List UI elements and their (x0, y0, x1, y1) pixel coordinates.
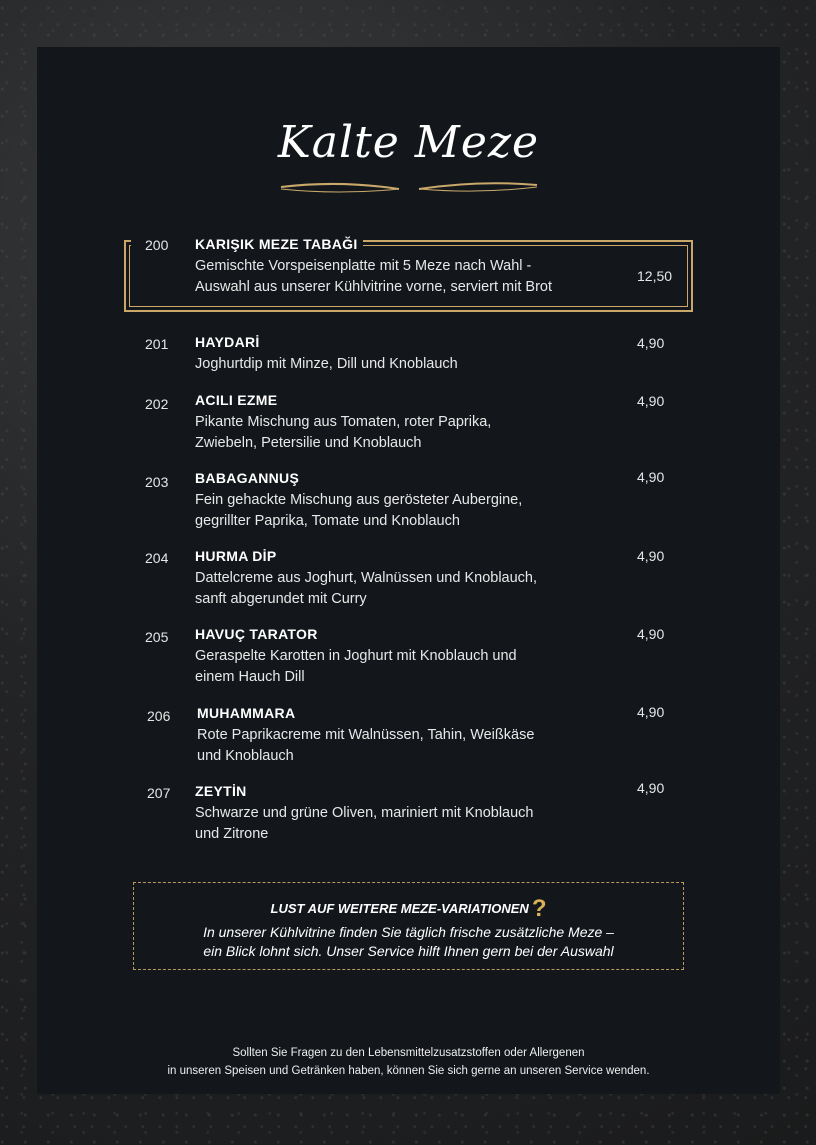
item-price: 4,90 (637, 393, 665, 409)
item-number: 207 (147, 785, 171, 801)
item-description-line1: Dattelcreme aus Joghurt, Walnüssen und Knoblauch, (195, 570, 538, 586)
item-name: ACILI EZME (195, 392, 278, 408)
item-name: MUHAMMARA (197, 705, 296, 721)
item-name: HAVUÇ TARATOR (195, 626, 318, 642)
item-price: 4,90 (637, 780, 665, 796)
item-number: 201 (145, 336, 169, 352)
item-number: 203 (145, 474, 169, 490)
item-description-line1: Schwarze und grüne Oliven, mariniert mit Knoblauch (195, 805, 534, 821)
footer-line2: in unseren Speisen und Getränken haben, können Sie sich gerne an unseren Service wenden. (167, 1065, 650, 1077)
item-description-line2: und Zitrone (195, 826, 269, 842)
item-price: 4,90 (637, 335, 665, 351)
item-number: 206 (147, 708, 171, 724)
info-heading-text: LUST AUF WEITERE MEZE-VARIATIONEN (270, 901, 529, 916)
page-title: Kalte Meze (277, 117, 540, 168)
item-description-line2: Zwiebeln, Petersilie und Knoblauch (195, 435, 422, 451)
info-heading (134, 895, 683, 923)
item-description-line1: Joghurtdip mit Minze, Dill und Knoblauch (195, 356, 458, 372)
info-text (134, 923, 683, 961)
item-price: 4,90 (637, 469, 665, 485)
item-price: 4,90 (637, 626, 665, 642)
item-name: KARIŞIK MEZE TABAĞI (195, 236, 358, 252)
item-price: 12,50 (637, 268, 673, 284)
item-name: ZEYTİN (195, 783, 247, 799)
info-line1: In unserer Kühlvitrine finden Sie täglich frische zusätzliche Meze – (203, 924, 614, 940)
item-number: 204 (145, 550, 169, 566)
item-description-line1: Rote Paprikacreme mit Walnüssen, Tahin, Weißkäse (197, 727, 535, 743)
gold-swoosh-ornament (279, 177, 539, 195)
info-box (133, 882, 684, 970)
allergen-footer (37, 1044, 780, 1080)
item-name: HURMA DİP (195, 548, 277, 564)
item-description-line1: Geraspelte Karotten in Joghurt mit Knoblauch und (195, 648, 517, 664)
item-price: 4,90 (637, 548, 665, 564)
question-mark-icon: ? (531, 895, 547, 922)
item-number: 202 (145, 396, 169, 412)
info-line2: ein Blick lohnt sich. Unser Service hilft Ihnen gern bei der Auswahl (203, 943, 614, 959)
item-name: HAYDARİ (195, 334, 260, 350)
item-description-line2: Auswahl aus unserer Kühlvitrine vorne, serviert mit Brot (195, 279, 553, 295)
item-number: 205 (145, 629, 169, 645)
item-description-line2: einem Hauch Dill (195, 669, 305, 685)
item-description-line1: Gemischte Vorspeisenplatte mit 5 Meze nach Wahl - (195, 258, 532, 274)
item-number: 200 (145, 237, 169, 253)
item-price: 4,90 (637, 704, 665, 720)
item-description-line1: Fein gehackte Mischung aus gerösteter Aubergine, (195, 492, 523, 508)
item-description-line2: sanft abgerundet mit Curry (195, 591, 367, 607)
item-description-line2: und Knoblauch (197, 748, 294, 764)
item-description-line2: gegrillter Paprika, Tomate und Knoblauch (195, 513, 460, 529)
menu-card (37, 47, 780, 1094)
item-name: BABAGANNUŞ (195, 470, 300, 486)
item-description-line1: Pikante Mischung aus Tomaten, roter Paprika, (195, 414, 492, 430)
footer-line1: Sollten Sie Fragen zu den Lebensmittelzusatzstoffen oder Allergenen (232, 1047, 585, 1059)
